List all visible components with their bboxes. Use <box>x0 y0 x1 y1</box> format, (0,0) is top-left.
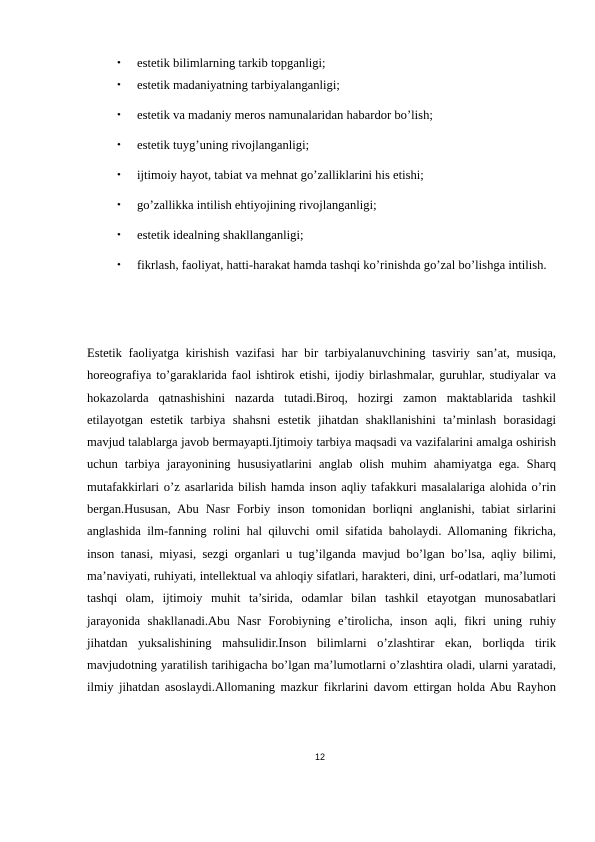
bullet-item-5 <box>117 164 556 186</box>
bullet-icon: • <box>117 169 121 181</box>
bullet-icon: • <box>117 199 121 211</box>
bullet-item-8 <box>117 254 556 276</box>
bullet-text: go’zallikka intilish ehtiyojining rivojlanganligi; <box>137 198 377 212</box>
bullet-item-3 <box>117 104 556 126</box>
page-number: 12 <box>314 752 325 762</box>
bullet-text: fikrlash, faoliyat, hatti-harakat hamda tashqi ko’rinishda go’zal bo’lishga intilish. <box>137 258 547 272</box>
bullet-text: estetik madaniyatning tarbiyalanganligi; <box>137 78 340 92</box>
bullet-item-2 <box>117 74 556 96</box>
bullet-text: estetik va madaniy meros namunalaridan habardor bo’lish; <box>137 108 433 122</box>
bullet-icon: • <box>117 57 121 69</box>
bullet-text: estetik bilimlarning tarkib topganligi; <box>137 56 326 70</box>
bullet-text: ijtimoiy hayot, tabiat va mehnat go’zalliklarini his etishi; <box>137 168 424 182</box>
bullet-icon: • <box>117 109 121 121</box>
bullet-text: estetik idealning shakllanganligi; <box>137 228 304 242</box>
bullet-icon: • <box>117 259 121 271</box>
bullet-icon: • <box>117 79 121 91</box>
body-paragraph: Estetik faoliyatga kirishish vazifasi har bir tarbiyalanuvchining tasviriy san’at, musiqa, horeografiya to’garaklarida faol ishtirok etishi, ijodiy birlashmalar, guruhlar, studiyalar va hokazolarda qatnashishini nazarda tutadi.Biroq, hozirgi zamon maktablarida tashkil etilayotgan estetik tarbiya shahsni estetik jihatdan shakllanishini ta’minlash borasidagi mavjud talablarga javob bermayapti.Ijtimoiy tarbiya maqsadi va vazifalarini amalga oshirish uchun tarbiya jarayonining hususiyatlarini anglab olish muhim ahamiyatga ega. Sharq mutafakkirlari o’z asarlarida bilish hamda inson aqliy tafakkuri masalalariga alohida o’rin bergan.Hususan, Abu Nasr Forbiy inson tomonidan borliqni anglanishi, tabiat sirlarini anglashida ilm-fanning rolini hal qiluvchi omil sifatida baholaydi. Allomaning fikricha, inson tanasi, miyasi, sezgi organlari u tug’ilganda mavjud bo’lgan bo’lsa, aqliy bilimi, ma’naviyati, ruhiyati, intellektual va ahloqiy sifatlari, harakteri, dini, urf-odatlari, ma’lumoti tashqi olam, ijtimoiy muhit ta’sirida, odamlar bilan tashkil etayotgan munosabatlari jarayonida shakllanadi.Abu Nasr Forobiyning e’tirolicha, inson aqli, fikri uning ruhiy jihatdan yuksalishining mahsulidir.Inson bilimlarni o’zlashtirar ekan, borliqda tirik mavjudotning yaratilish tarihigacha bo’lgan ma’lumotlarni o’zlashtira oladi, ularni yaratadi, ilmiy jihatdan asoslaydi.Allomaning mazkur fikrlarini davom ettirgan holda Abu Rayhon <box>87 346 556 695</box>
bullet-item-4 <box>117 134 556 156</box>
bullet-icon: • <box>117 139 121 151</box>
bullet-list <box>0 52 595 276</box>
bullet-item-1 <box>117 52 556 74</box>
bullet-icon: • <box>117 229 121 241</box>
bullet-item-7 <box>117 224 556 246</box>
bullet-item-6 <box>117 194 556 216</box>
bullet-text: estetik tuyg’uning rivojlanganligi; <box>137 138 310 152</box>
